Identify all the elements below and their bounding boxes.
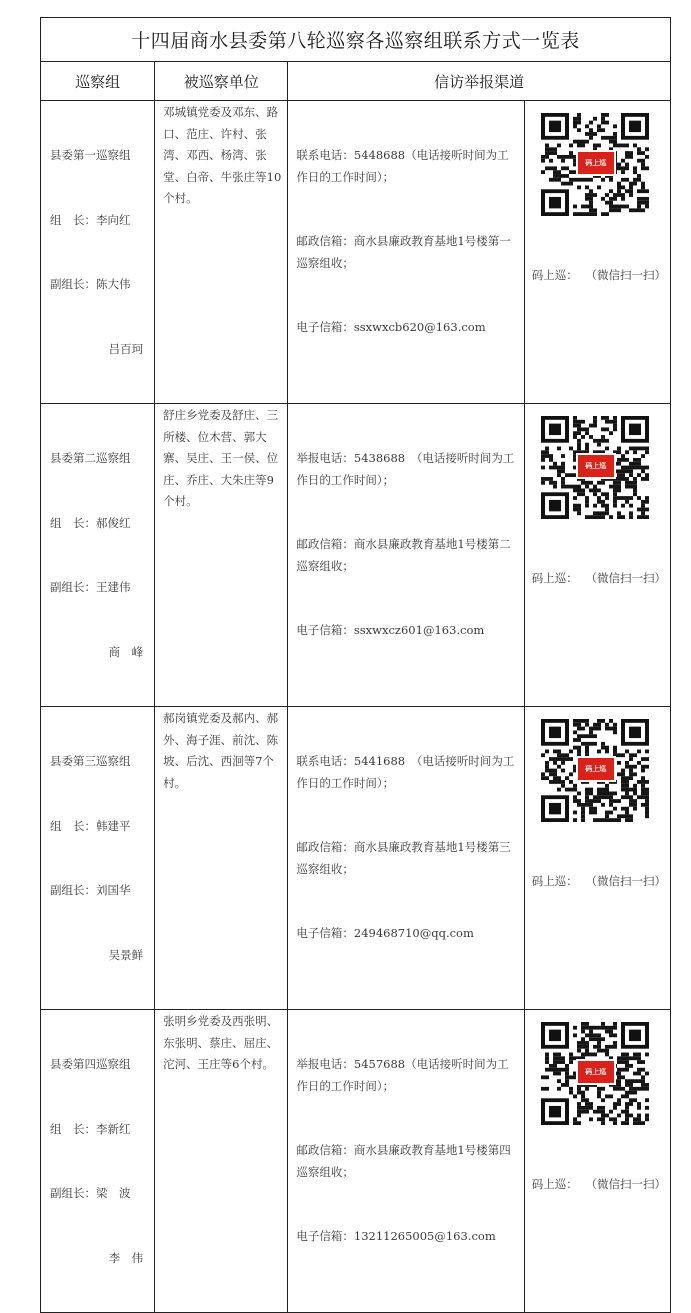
group-deputy-extra: 商 峰 <box>108 644 144 659</box>
qr-cell <box>524 101 670 404</box>
group-title: 县委第三巡察组 <box>50 754 131 768</box>
unit-cell <box>155 101 288 404</box>
qr-code-badge: 码上巡 <box>576 756 616 782</box>
qr-cell <box>524 1010 670 1313</box>
qr-caption <box>525 519 670 633</box>
channel-cell <box>288 101 524 404</box>
qr-caption-label: 码上巡： <box>531 874 578 888</box>
qr-caption-hint: （微信扫一扫） <box>585 571 666 585</box>
qr-caption <box>525 822 670 936</box>
table-row <box>41 707 671 1010</box>
qr-cell <box>524 404 670 707</box>
mailbox-line: 邮政信箱：商水县廉政教育基地1号楼第四巡察组收； <box>296 1143 511 1179</box>
qr-caption <box>525 216 670 330</box>
group-deputy: 副组长：梁 波 <box>50 1186 131 1200</box>
phone-line: 联系电话：5448688（电话接听时间为工作日的工作时间）； <box>296 148 509 184</box>
group-cell <box>41 101 155 404</box>
qr-code-image[interactable] <box>541 1022 649 1125</box>
header-unit: 被巡察单位 <box>155 62 288 101</box>
group-leader: 组 长：韩建平 <box>50 818 131 833</box>
group-deputy: 副组长：刘国华 <box>50 883 131 897</box>
header-group: 巡察组 <box>41 62 155 101</box>
group-deputy-extra: 吴景鲜 <box>108 947 144 962</box>
group-cell <box>41 707 155 1010</box>
group-deputy: 副组长：陈大伟 <box>50 277 131 291</box>
email-line[interactable]: 电子信箱：ssxwxcz601@163.com <box>296 623 485 637</box>
table-row <box>41 404 671 707</box>
qr-cell <box>524 707 670 1010</box>
unit-cell <box>155 707 288 1010</box>
inspected-units: 郝岗镇党委及郝内、郝外、海子涯、前沈、陈坡、后沈、西洄等7个村。 <box>163 711 279 790</box>
channel-cell <box>288 1010 524 1313</box>
qr-code-badge: 码上巡 <box>576 150 616 176</box>
qr-caption-hint: （微信扫一扫） <box>585 1177 666 1191</box>
qr-caption-label: 码上巡： <box>531 268 578 282</box>
qr-caption <box>525 1125 670 1239</box>
qr-code-badge: 码上巡 <box>576 453 616 479</box>
group-leader: 组 长：李向红 <box>50 212 131 227</box>
qr-code-image[interactable] <box>541 416 649 519</box>
unit-cell <box>155 404 288 707</box>
group-deputy: 副组长：王建伟 <box>50 580 131 594</box>
table-row <box>41 1010 671 1313</box>
phone-line: 联系电话：5441688 （电话接听时间为工作日的工作时间）； <box>296 754 515 790</box>
qr-caption-hint: （微信扫一扫） <box>585 268 666 282</box>
channel-cell <box>288 707 524 1010</box>
channel-cell <box>288 404 524 707</box>
group-deputy-extra: 李 伟 <box>108 1250 144 1265</box>
inspected-units: 张明乡党委及西张明、东张明、蔡庄、屈庄、沱河、王庄等6个村。 <box>163 1014 279 1071</box>
group-cell <box>41 1010 155 1313</box>
mailbox-line: 邮政信箱：商水县廉政教育基地1号楼第二巡察组收； <box>296 537 511 573</box>
qr-code-badge: 码上巡 <box>576 1059 616 1085</box>
mailbox-line: 邮政信箱：商水县廉政教育基地1号楼第三巡察组收； <box>296 840 511 876</box>
qr-caption-hint: （微信扫一扫） <box>585 874 666 888</box>
email-line[interactable]: 电子信箱：13211265005@163.com <box>296 1229 496 1243</box>
unit-cell <box>155 1010 288 1313</box>
table-row <box>41 101 671 404</box>
email-line[interactable]: 电子信箱：ssxwxcb620@163.com <box>296 320 486 334</box>
inspected-units: 邓城镇党委及邓东、路口、范庄、许村、张湾、邓西、杨湾、张堂、白帝、牛张庄等10个村。 <box>163 105 282 205</box>
group-leader: 组 长：郝俊红 <box>50 515 131 530</box>
group-cell <box>41 404 155 707</box>
contact-table-sheet <box>40 17 671 1313</box>
group-title: 县委第一巡察组 <box>50 148 131 162</box>
header-channel: 信访举报渠道 <box>288 62 671 101</box>
qr-caption-label: 码上巡： <box>531 571 578 585</box>
contact-table <box>40 17 671 1313</box>
qr-caption-label: 码上巡： <box>531 1177 578 1191</box>
email-line[interactable]: 电子信箱：249468710@qq.com <box>296 926 474 940</box>
inspected-units: 舒庄乡党委及舒庄、三所楼、位木营、郭大寨、吴庄、王一侯、位庄、乔庄、大朱庄等9个村。 <box>163 408 279 508</box>
group-deputy-extra: 吕百珂 <box>108 341 144 356</box>
table-title: 十四届商水县委第八轮巡察各巡察组联系方式一览表 <box>41 18 671 62</box>
group-leader: 组 长：李新红 <box>50 1121 131 1136</box>
group-title: 县委第四巡察组 <box>50 1057 131 1071</box>
qr-code-image[interactable] <box>541 113 649 216</box>
mailbox-line: 邮政信箱：商水县廉政教育基地1号楼第一巡察组收； <box>296 234 511 270</box>
phone-line: 举报电话：5457688（电话接听时间为工作日的工作时间）； <box>296 1057 509 1093</box>
phone-line: 举报电话：5438688 （电话接听时间为工作日的工作时间）； <box>296 451 515 487</box>
group-title: 县委第二巡察组 <box>50 451 131 465</box>
qr-code-image[interactable] <box>541 719 649 822</box>
